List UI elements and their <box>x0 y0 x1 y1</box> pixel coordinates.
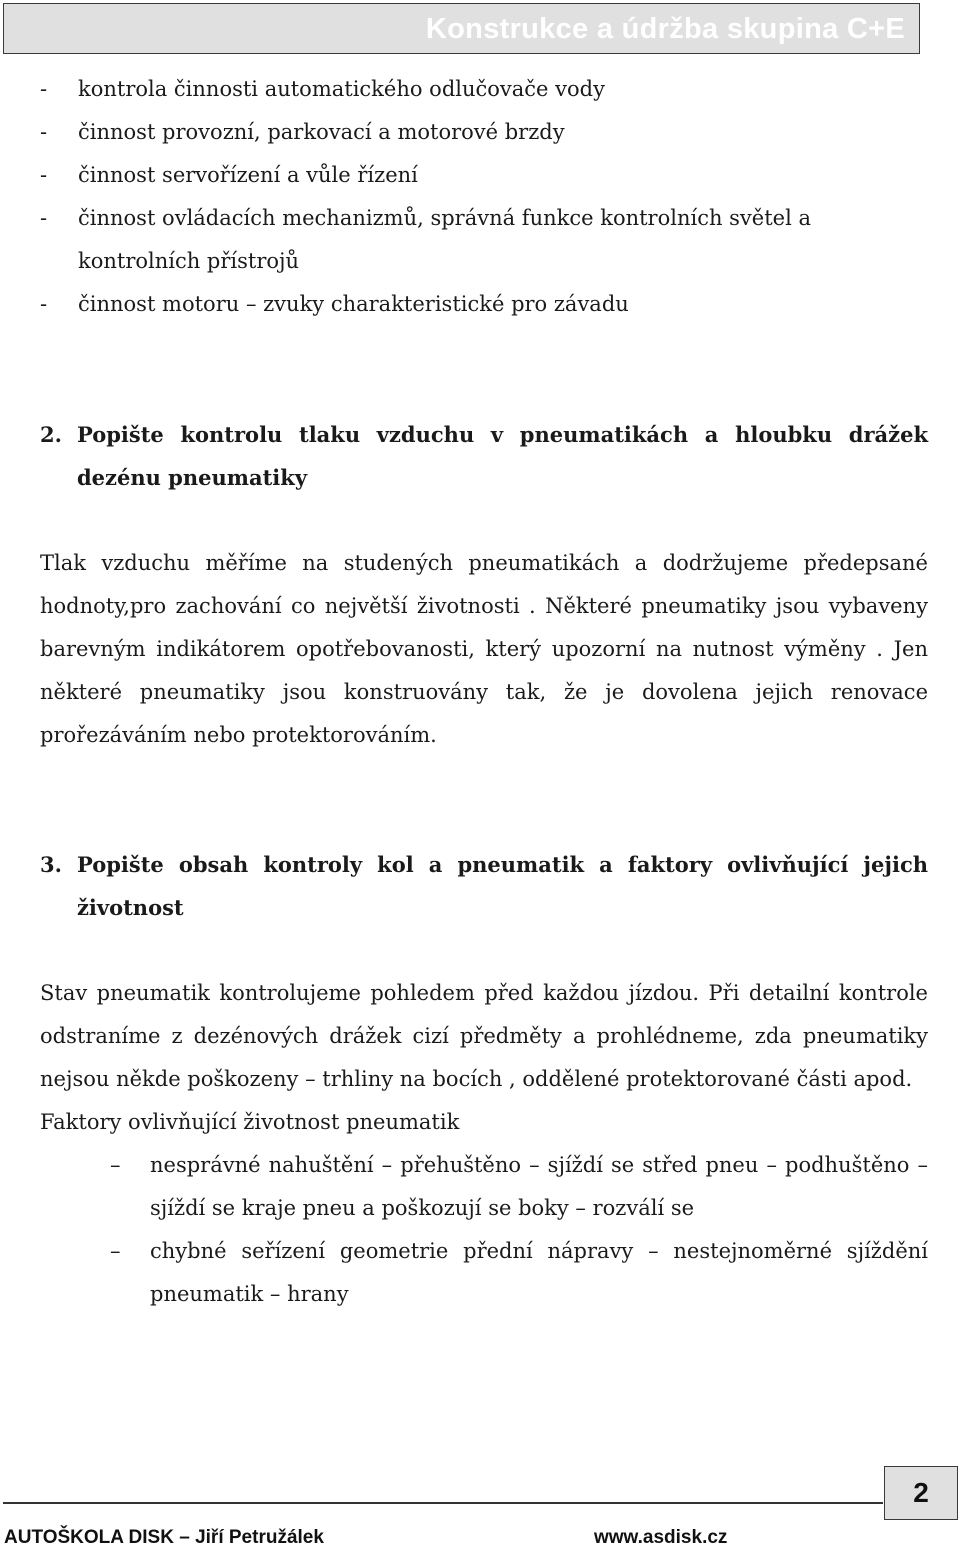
list-item-text: činnost ovládacích mechanizmů, správná funkce kontrolních světel a kontrolních přístrojů <box>78 206 812 273</box>
question-3-heading <box>40 843 928 929</box>
list-dash: - <box>40 77 48 101</box>
list-item <box>40 154 928 197</box>
list-dash: – <box>110 1153 121 1177</box>
question-3-answer: Stav pneumatik kontrolujeme pohledem před každou jízdou. Při detailní kontrole odstraníme z dezénových drážek cizí předměty a prohlédneme, zda pneumatiky nejsou někde poškozeny – trhliny na bocích , oddělené protektorované části apod. <box>40 981 928 1091</box>
list-item-text: činnost provozní, parkovací a motorové brzdy <box>78 120 565 144</box>
page-header <box>3 3 920 54</box>
list-item <box>40 68 928 111</box>
list-dash: - <box>40 120 48 144</box>
list-item-text: chybné seřízení geometrie přední nápravy – nestejnoměrné sjíždění pneumatik – hrany <box>150 1239 928 1306</box>
list-item-text: činnost motoru – zvuky charakteristické pro závadu <box>78 292 629 316</box>
list-item <box>40 1230 928 1316</box>
list-item <box>40 197 928 283</box>
footer-author: AUTOŠKOLA DISK – Jiří Petružálek <box>4 1527 324 1548</box>
footer-divider <box>3 1502 883 1504</box>
checklist <box>40 68 928 326</box>
page-number: 2 <box>884 1466 958 1520</box>
question-number: 2. <box>40 422 62 447</box>
list-item <box>40 1144 928 1230</box>
list-dash: – <box>110 1239 121 1263</box>
question-title: Popište kontrolu tlaku vzduchu v pneumatikách a hloubku drážek dezénu pneumatiky <box>77 422 928 490</box>
footer-website: www.asdisk.cz <box>594 1527 728 1548</box>
question-2-heading <box>40 413 928 499</box>
factors-list <box>40 1144 928 1316</box>
list-item-text: kontrola činnosti automatického odlučovače vody <box>78 77 605 101</box>
question-title: Popište obsah kontroly kol a pneumatik a faktory ovlivňující jejich životnost <box>77 852 928 920</box>
list-dash: - <box>40 206 48 230</box>
list-item-text: nesprávné nahuštění – přehuštěno – sjíždí se střed pneu – podhuštěno – sjíždí se kraje pneu a poškozují se boky – rozválí se <box>150 1153 928 1220</box>
document-body <box>40 68 928 1316</box>
list-item <box>40 111 928 154</box>
factors-heading: Faktory ovlivňující životnost pneumatik <box>40 1110 460 1134</box>
list-dash: - <box>40 292 48 316</box>
question-2-answer: Tlak vzduchu měříme na studených pneumatikách a dodržujeme předepsané hodnoty,pro zachování co největší životnosti . Některé pneumatiky jsou vybaveny barevným indikátorem opotřebovanosti, který upozorní na nutnost výměny . Jen některé pneumatiky jsou konstruovány tak, že je dovolena jejich renovace prořezáváním nebo protektorováním. <box>40 551 928 747</box>
list-item <box>40 283 928 326</box>
list-item-text: činnost servořízení a vůle řízení <box>78 163 418 187</box>
list-dash: - <box>40 163 48 187</box>
question-number: 3. <box>40 852 62 877</box>
header-title: Konstrukce a údržba skupina C+E <box>425 13 905 45</box>
